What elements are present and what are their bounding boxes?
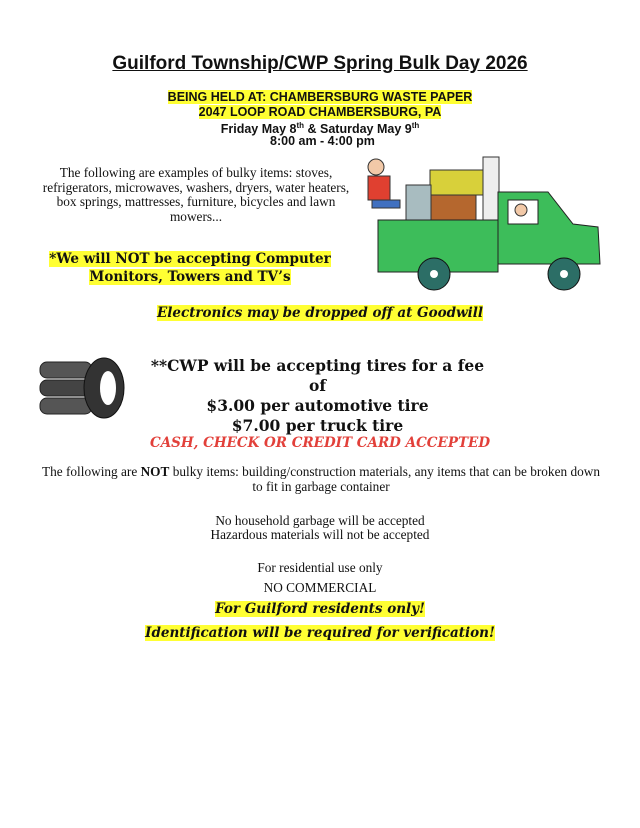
page-title: Guilford Township/CWP Spring Bulk Day 2026 (112, 53, 528, 74)
not-accepting-notice: *We will NOT be accepting Computer Monitors, Towers and TV’s (49, 251, 331, 285)
location-line1: BEING HELD AT: CHAMBERSBURG WASTE PAPER (167, 90, 473, 104)
guilford-only-notice: For Guilford residents only! (215, 601, 425, 617)
not-bulky-text: The following are NOT bulky items: building/construction materials, any items that can be broken down to fit in garbage container (41, 464, 600, 494)
identification-notice: Identification will be required for verification! (145, 625, 495, 641)
event-hours: 8:00 am - 4:00 pm (270, 134, 375, 148)
truck-illustration (358, 152, 608, 294)
payment-methods: CASH, CHECK OR CREDIT CARD ACCEPTED (149, 435, 491, 451)
hazardous-rule: Hazardous materials will not be accepted (210, 527, 430, 542)
residential-rule: For residential use only (257, 560, 383, 575)
location-line2: 2047 LOOP ROAD CHAMBERSBURG, PA (198, 104, 442, 119)
bulky-items-text: The following are examples of bulky items: stoves, refrigerators, microwaves, washers, dryers, water heaters, box springs, mattresses, furniture, bicycles and lawn mowers... (42, 165, 350, 224)
tires-illustration (38, 356, 128, 420)
electronics-notice: Electronics may be dropped off at Goodwill (156, 305, 484, 321)
location-block (0, 90, 640, 137)
garbage-rule: No household garbage will be accepted (215, 513, 425, 528)
commercial-rule: NO COMMERCIAL (263, 580, 377, 595)
event-dates: Friday May 8th & Saturday May 9th (220, 121, 420, 137)
tire-fee-notice: **CWP will be accepting tires for a fee of $3.00 per automotive tire $7.00 per truck tire (150, 356, 485, 435)
